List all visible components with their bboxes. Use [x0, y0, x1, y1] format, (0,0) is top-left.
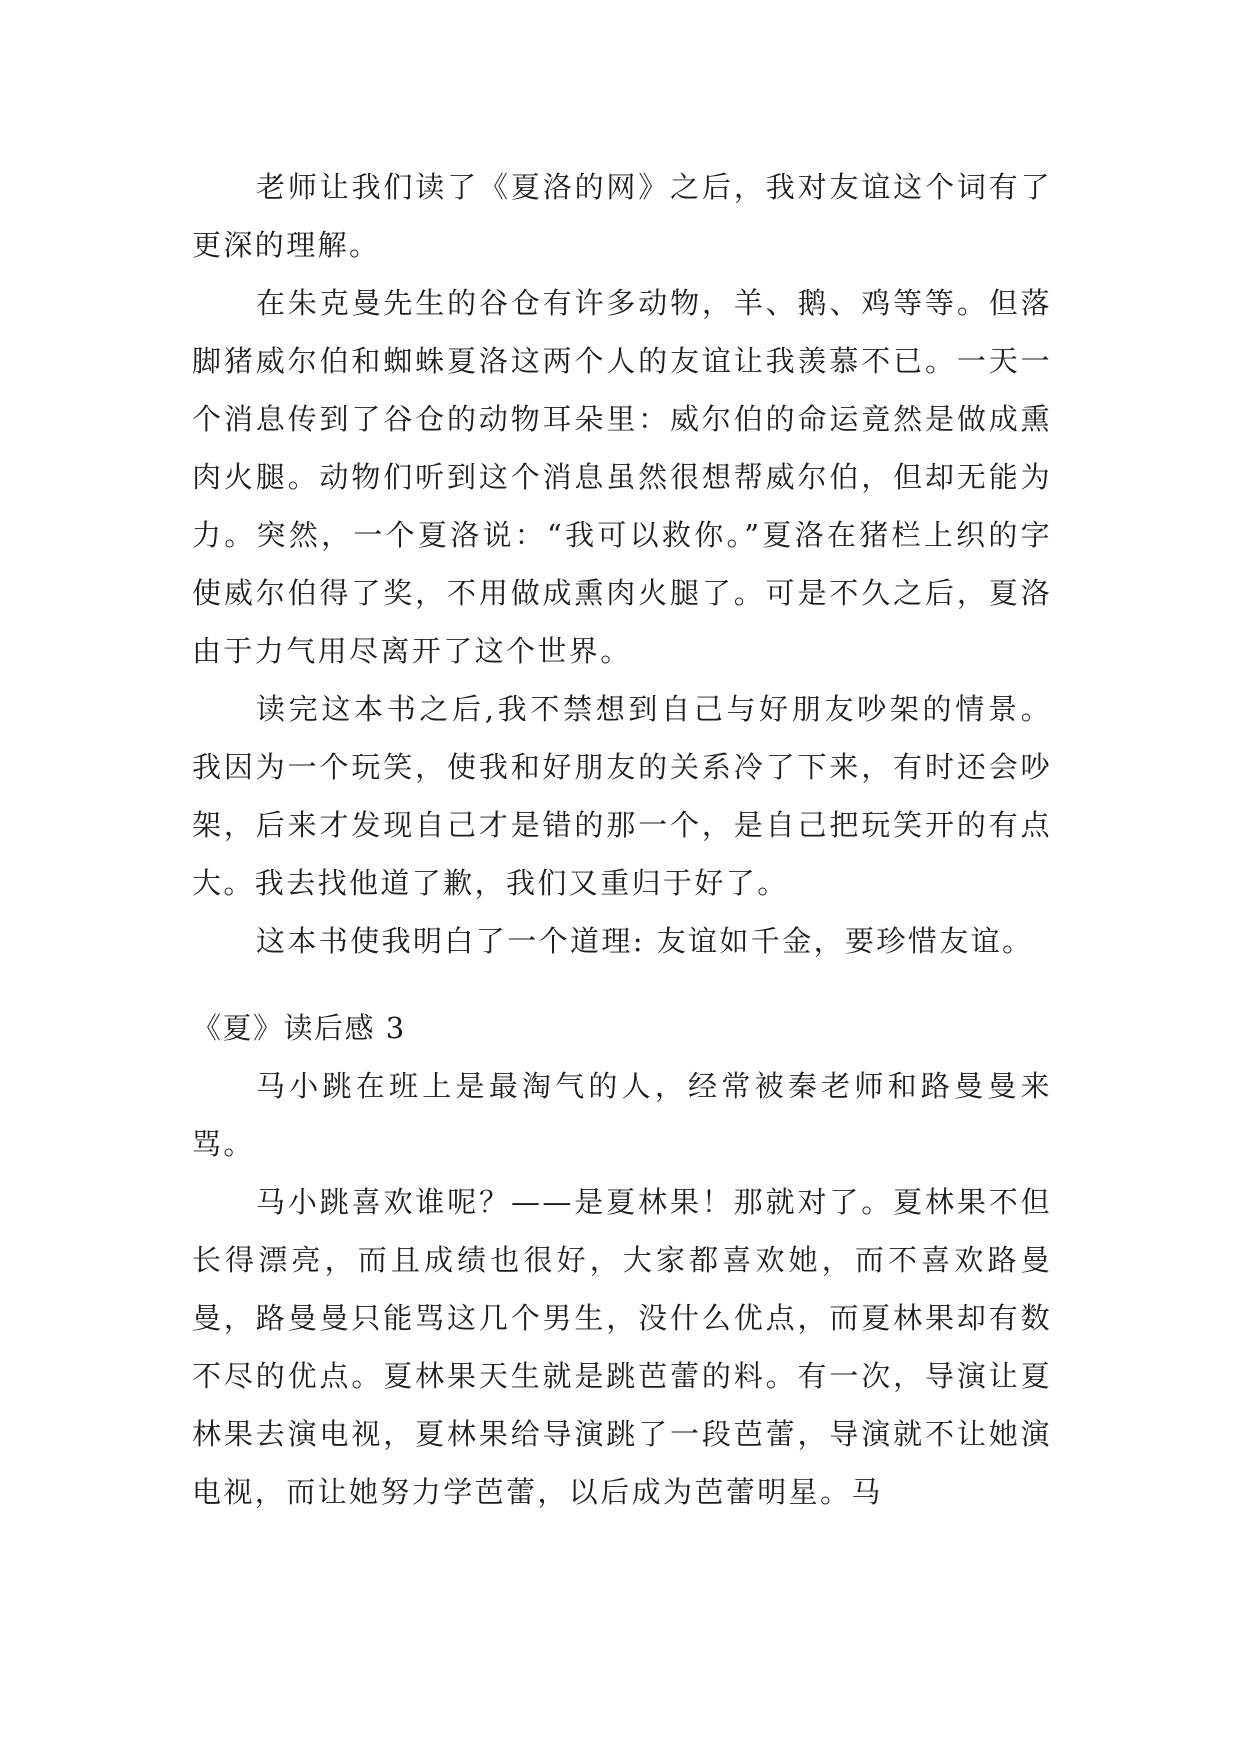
- document-body: [192, 158, 1052, 1521]
- paragraph-section3-body: 马小跳喜欢谁呢？——是夏林果！那就对了。夏林果不但长得漂亮，而且成绩也很好，大家都喜欢她，而不喜欢路曼曼，路曼曼只能骂这几个男生，没什么优点，而夏林果却有数不尽的优点。夏林果天生就是跳芭蕾的料。有一次，导演让夏林果去演电视，夏林果给导演跳了一段芭蕾，导演就不让她演电视，而让她努力学芭蕾，以后成为芭蕾明星。马: [192, 1185, 1052, 1509]
- paragraph-intro: 老师让我们读了《夏洛的网》之后，我对友谊这个词有了更深的理解。: [192, 170, 1052, 262]
- paragraph-reflection: 读完这本书之后,我不禁想到自己与好朋友吵架的情景。我因为一个玩笑，使我和好朋友的关系冷了下来，有时还会吵架，后来才发现自己才是错的那一个，是自己把玩笑开的有点大。我去找他道了歉，我们又重归于好了。: [192, 692, 1052, 900]
- paragraph-conclusion: 这本书使我明白了一个道理: 友谊如千金，要珍惜友谊。: [256, 924, 1034, 958]
- paragraph-section3-intro: 马小跳在班上是最淘气的人，经常被秦老师和路曼曼来骂。: [192, 1069, 1052, 1161]
- paragraph-story-summary: 在朱克曼先生的谷仓有许多动物，羊、鹅、鸡等等。但落脚猪威尔伯和蜘蛛夏洛这两个人的友谊让我羡慕不已。一天一个消息传到了谷仓的动物耳朵里：威尔伯的命运竟然是做成熏肉火腿。动物们听到这个消息虽然很想帮威尔伯，但却无能为力。突然，一个夏洛说：“我可以救你。”夏洛在猪栏上织的字使威尔伯得了奖，不用做成熏肉火腿了。可是不久之后，夏洛由于力气用尽离开了这个世界。: [192, 286, 1052, 668]
- section-heading: 《夏》读后感 3: [192, 1011, 406, 1045]
